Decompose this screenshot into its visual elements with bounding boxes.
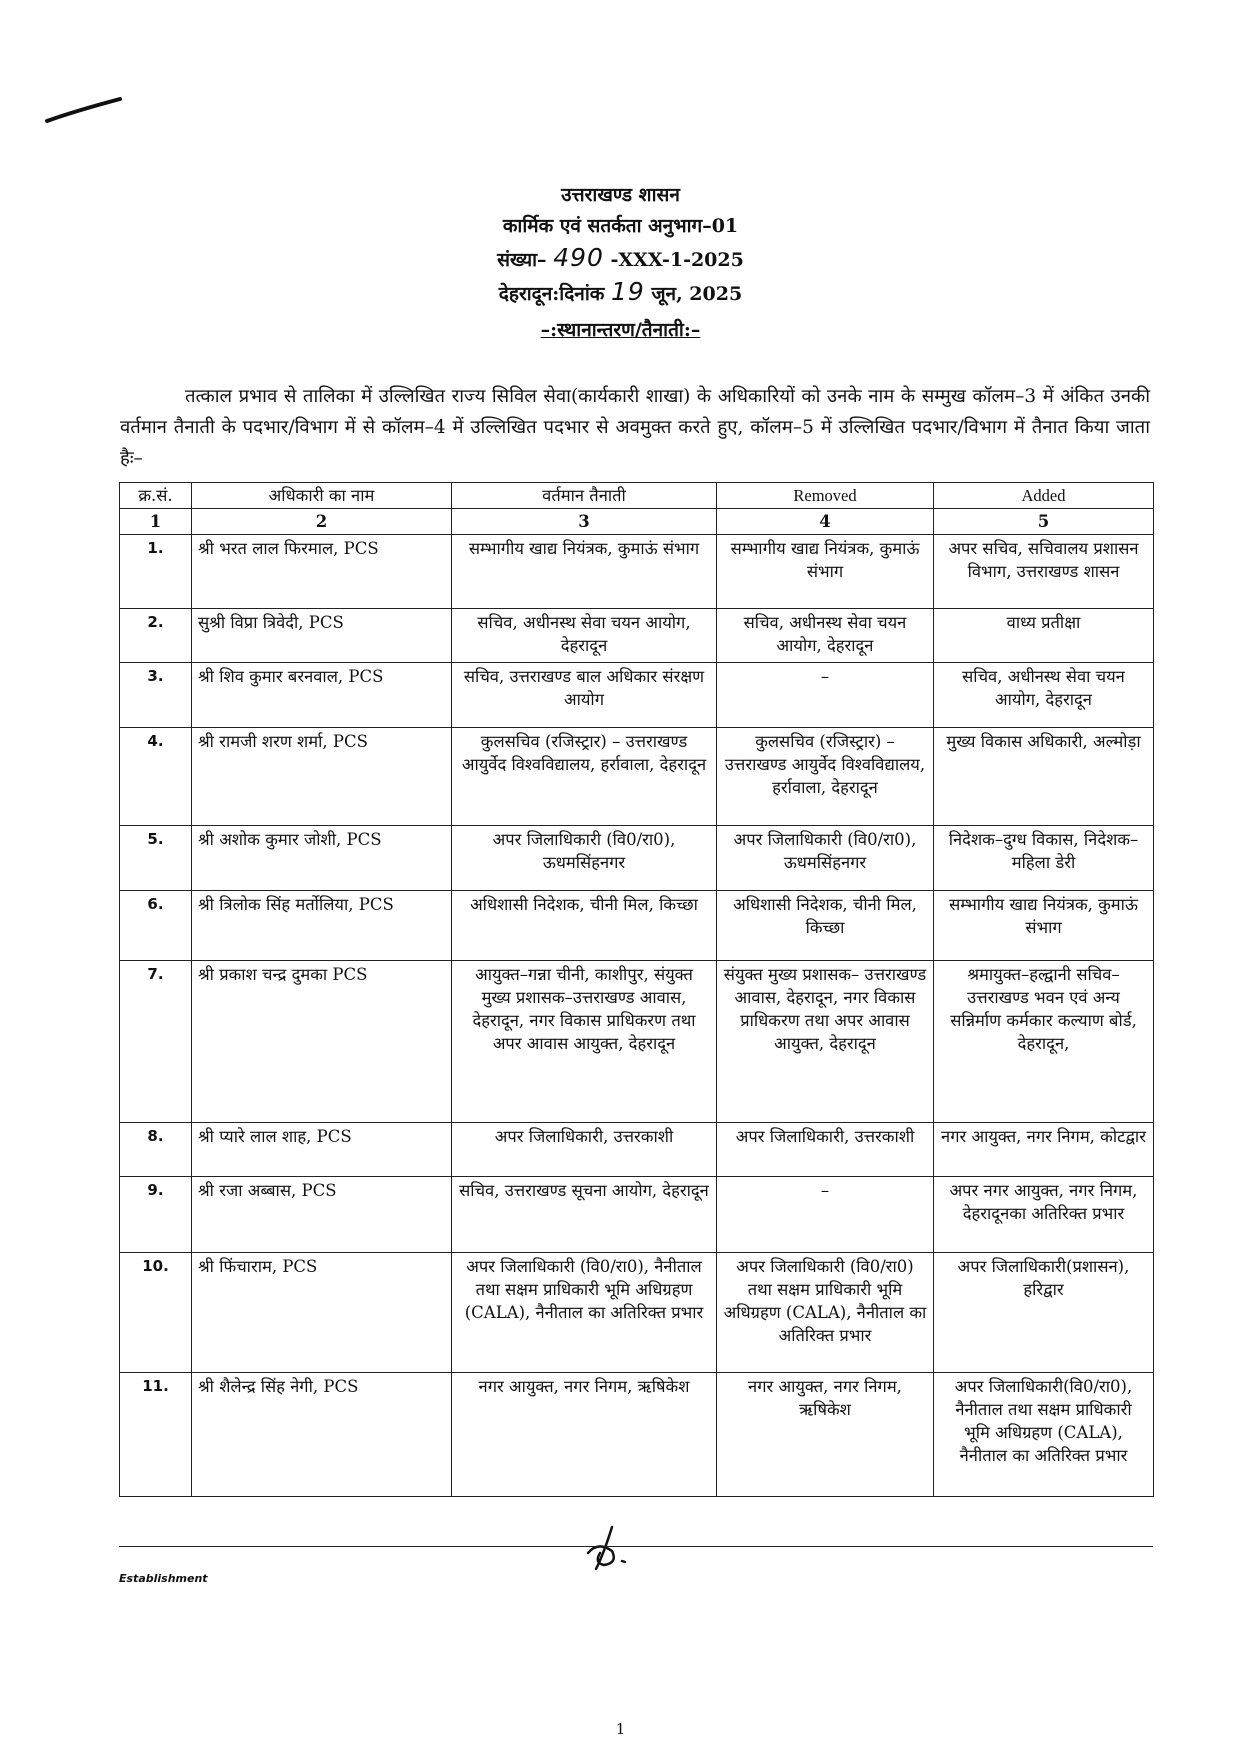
added-cell: अपर नगर आयुक्त, नगर निगम, देहरादूनका अतिरिक्त प्रभार xyxy=(934,1177,1154,1253)
current-posting-cell: नगर आयुक्त, नगर निगम, ऋषिकेश xyxy=(452,1373,717,1497)
added-cell: श्रमायुक्त–हल्द्वानी सचिव–उत्तराखण्ड भवन एवं अन्य सन्निर्माण कर्मकार कल्याण बोर्ड, देहरादून, xyxy=(934,961,1154,1123)
serial-cell: 8. xyxy=(120,1123,192,1177)
header-added: Added xyxy=(934,483,1154,509)
added-cell: नगर आयुक्त, नगर निगम, कोटद्वार xyxy=(934,1123,1154,1177)
officer-name-cell: श्री शैलेन्द्र सिंह नेगी, PCS xyxy=(192,1373,452,1497)
added-cell: अपर सचिव, सचिवालय प्रशासन विभाग, उत्तराखण्ड शासन xyxy=(934,535,1154,609)
department-name: कार्मिक एवं सतर्कता अनुभाग–01 xyxy=(502,215,739,237)
table-row xyxy=(120,1373,1154,1497)
table-row xyxy=(120,826,1154,891)
removed-cell: – xyxy=(717,1177,934,1253)
government-name: उत्तराखण्ड शासन xyxy=(561,184,680,206)
serial-cell: 1. xyxy=(120,535,192,609)
current-posting-cell: सचिव, अधीनस्थ सेवा चयन आयोग, देहरादून xyxy=(452,609,717,663)
footer-note: Establishment xyxy=(119,1572,208,1585)
table-row xyxy=(120,609,1154,663)
serial-cell: 6. xyxy=(120,891,192,961)
current-posting-cell: सचिव, उत्तराखण्ड बाल अधिकार संरक्षण आयोग xyxy=(452,663,717,728)
removed-cell: सचिव, अधीनस्थ सेवा चयन आयोग, देहरादून xyxy=(717,609,934,663)
column-number: 5 xyxy=(934,509,1154,535)
serial-cell: 3. xyxy=(120,663,192,728)
added-cell: निदेशक–दुग्ध विकास, निदेशक–महिला डेरी xyxy=(934,826,1154,891)
current-posting-cell: अपर जिलाधिकारी (वि0/रा0), ऊधमसिंहनगर xyxy=(452,826,717,891)
removed-cell: अपर जिलाधिकारी (वि0/रा0), ऊधमसिंहनगर xyxy=(717,826,934,891)
current-posting-cell: आयुक्त–गन्ना चीनी, काशीपुर, संयुक्त मुख्य प्रशासक–उत्तराखण्ड आवास, देहरादून, नगर विकास प्राधिकरण तथा अपर आवास आयुक्त, देहरादून xyxy=(452,961,717,1123)
removed-cell: नगर आयुक्त, नगर निगम, ऋषिकेश xyxy=(717,1373,934,1497)
officer-name-cell: सुश्री विप्रा त्रिवेदी, PCS xyxy=(192,609,452,663)
reference-label: संख्या– xyxy=(497,249,547,271)
column-number: 3 xyxy=(452,509,717,535)
header-serial: क्र.सं. xyxy=(120,483,192,509)
place-date-label: देहरादून:दिनांक xyxy=(498,283,605,305)
current-posting-cell: सचिव, उत्तराखण्ड सूचना आयोग, देहरादून xyxy=(452,1177,717,1253)
place-date xyxy=(0,276,1241,310)
added-cell: अपर जिलाधिकारी(प्रशासन), हरिद्वार xyxy=(934,1253,1154,1373)
officer-name-cell: श्री प्रकाश चन्द्र दुमका PCS xyxy=(192,961,452,1123)
added-cell: सचिव, अधीनस्थ सेवा चयन आयोग, देहरादून xyxy=(934,663,1154,728)
reference-number xyxy=(0,242,1241,276)
reference-suffix: -XXX-1-2025 xyxy=(610,249,744,271)
footer-rule xyxy=(119,1546,1153,1547)
table-row xyxy=(120,961,1154,1123)
removed-cell: अपर जिलाधिकारी (वि0/रा0) तथा सक्षम प्राधिकारी भूमि अधिग्रहण (CALA), नैनीताल का अतिरिक्त प्रभार xyxy=(717,1253,934,1373)
page-number: 1 xyxy=(615,1720,626,1738)
removed-cell: अधिशासी निदेशक, चीनी मिल, किच्छा xyxy=(717,891,934,961)
added-cell: वाध्य प्रतीक्षा xyxy=(934,609,1154,663)
officer-name-cell: श्री भरत लाल फिरमाल, PCS xyxy=(192,535,452,609)
column-number: 1 xyxy=(120,509,192,535)
current-posting-cell: सम्भागीय खाद्य नियंत्रक, कुमाऊं संभाग xyxy=(452,535,717,609)
table-row xyxy=(120,663,1154,728)
pen-mark-icon xyxy=(45,95,125,125)
officer-name-cell: श्री त्रिलोक सिंह मर्तोलिया, PCS xyxy=(192,891,452,961)
column-number: 2 xyxy=(192,509,452,535)
current-posting-cell: अधिशासी निदेशक, चीनी मिल, किच्छा xyxy=(452,891,717,961)
document-header xyxy=(0,180,1241,342)
serial-cell: 2. xyxy=(120,609,192,663)
header-removed: Removed xyxy=(717,483,934,509)
subject-title: –:स्थानान्तरण/तैनाती:– xyxy=(540,319,701,341)
officer-name-cell: श्री रामजी शरण शर्मा, PCS xyxy=(192,728,452,826)
added-cell: सम्भागीय खाद्य नियंत्रक, कुमाऊं संभाग xyxy=(934,891,1154,961)
officer-name-cell: श्री शिव कुमार बरनवाल, PCS xyxy=(192,663,452,728)
removed-cell: कुलसचिव (रजिस्ट्रार) – उत्तराखण्ड आयुर्वेद विश्वविद्यालय, हर्रावाला, देहरादून xyxy=(717,728,934,826)
current-posting-cell: कुलसचिव (रजिस्ट्रार) – उत्तराखण्ड आयुर्वेद विश्वविद्यालय, हर्रावाला, देहरादून xyxy=(452,728,717,826)
officer-name-cell: श्री फिंचाराम, PCS xyxy=(192,1253,452,1373)
month-year: जून, 2025 xyxy=(651,283,743,305)
removed-cell: सम्भागीय खाद्य नियंत्रक, कुमाऊं संभाग xyxy=(717,535,934,609)
serial-cell: 11. xyxy=(120,1373,192,1497)
handwritten-day: 19 xyxy=(611,277,645,306)
added-cell: मुख्य विकास अधिकारी, अल्मोड़ा xyxy=(934,728,1154,826)
officer-name-cell: श्री प्यारे लाल शाह, PCS xyxy=(192,1123,452,1177)
officer-name-cell: श्री रजा अब्बास, PCS xyxy=(192,1177,452,1253)
serial-cell: 9. xyxy=(120,1177,192,1253)
serial-cell: 7. xyxy=(120,961,192,1123)
table-header-row xyxy=(120,483,1154,509)
reference-handwritten-number: 490 xyxy=(553,243,604,272)
table-row xyxy=(120,1123,1154,1177)
table-row xyxy=(120,535,1154,609)
current-posting-cell: अपर जिलाधिकारी, उत्तरकाशी xyxy=(452,1123,717,1177)
added-cell: अपर जिलाधिकारी(वि0/रा0), नैनीताल तथा सक्षम प्राधिकारी भूमि अधिग्रहण (CALA), नैनीताल का अतिरिक्त प्रभार xyxy=(934,1373,1154,1497)
officer-name-cell: श्री अशोक कुमार जोशी, PCS xyxy=(192,826,452,891)
header-officer-name: अधिकारी का नाम xyxy=(192,483,452,509)
column-number: 4 xyxy=(717,509,934,535)
transfer-table xyxy=(119,482,1154,1497)
serial-cell: 5. xyxy=(120,826,192,891)
table-row xyxy=(120,1177,1154,1253)
current-posting-cell: अपर जिलाधिकारी (वि0/रा0), नैनीताल तथा सक्षम प्राधिकारी भूमि अधिग्रहण (CALA), नैनीताल का अतिरिक्त प्रभार xyxy=(452,1253,717,1373)
intro-paragraph: तत्काल प्रभाव से तालिका में उल्लिखित राज्य सिविल सेवा(कार्यकारी शाखा) के अधिकारियों को उनके नाम के सम्मुख कॉलम–3 में अंकित उनकी वर्तमान तैनाती के पदभार/विभाग में से कॉलम–4 में उल्लिखित पदभार से अवमुक्त करते हुए, कॉलम–5 में उल्लिखित पदभार/विभाग में तैनात किया जाता हैः– xyxy=(120,385,1150,469)
table-row xyxy=(120,1253,1154,1373)
signature-icon xyxy=(582,1523,637,1573)
removed-cell: अपर जिलाधिकारी, उत्तरकाशी xyxy=(717,1123,934,1177)
removed-cell: – xyxy=(717,663,934,728)
table-row xyxy=(120,728,1154,826)
header-current-posting: वर्तमान तैनाती xyxy=(452,483,717,509)
column-number-row xyxy=(120,509,1154,535)
serial-cell: 10. xyxy=(120,1253,192,1373)
table-row xyxy=(120,891,1154,961)
serial-cell: 4. xyxy=(120,728,192,826)
removed-cell: संयुक्त मुख्य प्रशासक– उत्तराखण्ड आवास, देहरादून, नगर विकास प्राधिकरण तथा अपर आवास आयुक्त, देहरादून xyxy=(717,961,934,1123)
